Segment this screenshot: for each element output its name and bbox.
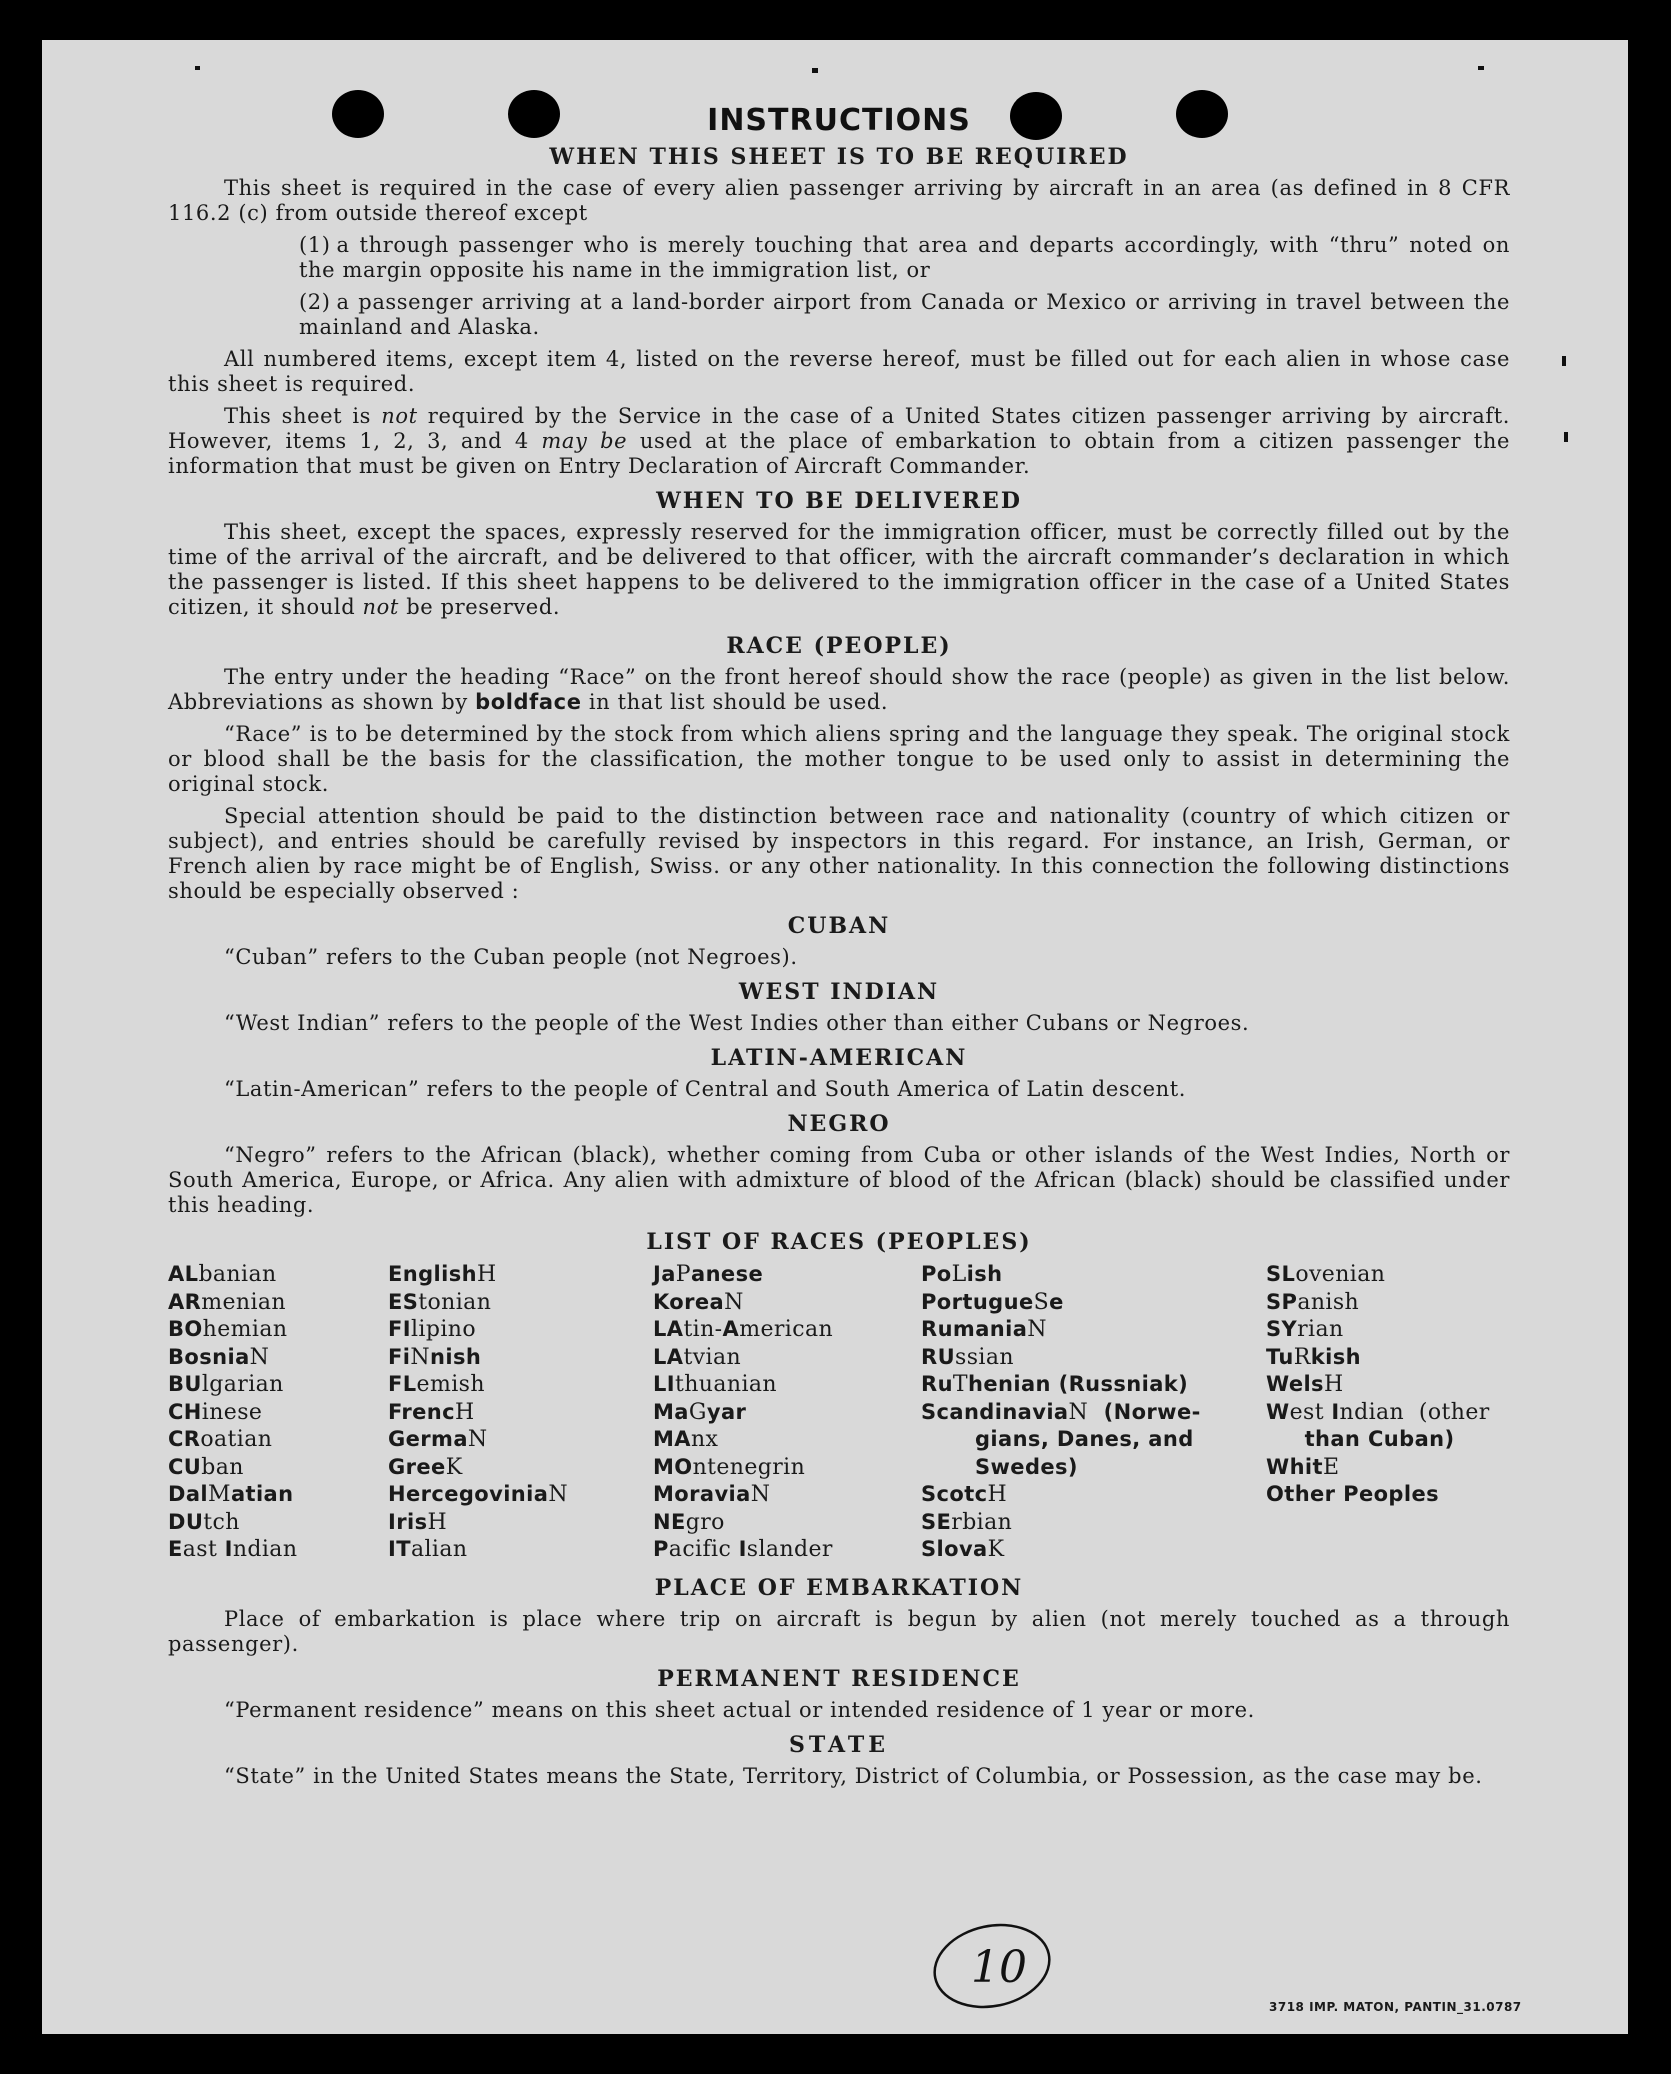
race-entry — [1266, 1316, 1510, 1344]
race-text: tonian — [418, 1289, 492, 1315]
race-entry — [921, 1371, 1266, 1399]
race-text: H — [1323, 1372, 1344, 1397]
race-text: ovenian — [1295, 1262, 1386, 1287]
race-abbrev: BO — [168, 1317, 203, 1341]
race-entry — [921, 1536, 1266, 1564]
race-text: nx — [690, 1427, 719, 1452]
race-text: N — [724, 1289, 744, 1315]
race-text: lgarian — [201, 1372, 284, 1397]
heading-state: STATE — [788, 1731, 890, 1758]
race-abbrev: Swedes) — [921, 1454, 1078, 1479]
race-text: tch — [203, 1509, 240, 1535]
race-entry — [168, 1316, 388, 1344]
boldface-word: boldface — [475, 690, 582, 714]
race-abbrev: henian (Russniak) — [968, 1372, 1189, 1396]
heading-embarkation: PLACE OF EMBARKATION — [654, 1574, 1024, 1601]
race-entry — [653, 1536, 921, 1564]
print-code: 3718 IMP. MATON, PANTIN_31.0787 — [1269, 2000, 1522, 2014]
race-entry — [921, 1289, 1266, 1317]
heading-cuban: CUBAN — [787, 913, 891, 939]
race-column — [1266, 1261, 1510, 1564]
race-abbrev: RU — [921, 1344, 956, 1369]
speck — [1478, 66, 1484, 70]
race-text: banian — [198, 1262, 277, 1287]
race-entry — [168, 1509, 388, 1537]
race-entry — [168, 1371, 388, 1399]
race-entry — [921, 1261, 1266, 1289]
race-abbrev: Rumania — [921, 1317, 1028, 1341]
text-run: in that list should be used. — [581, 690, 889, 714]
race-text: S — [1033, 1289, 1050, 1315]
race-entry — [921, 1399, 1266, 1427]
heading-residence: PERMANENT RESIDENCE — [657, 1665, 1021, 1692]
race-text: E — [1322, 1454, 1340, 1480]
race-entry — [921, 1344, 1266, 1372]
text-run: required by the Service in the case of a United States citizen passenger arriving by aircraft. However, items 1, 2, 3, and 4 — [168, 404, 1511, 453]
race-entry — [1266, 1371, 1510, 1399]
race-text: hemian — [202, 1317, 288, 1342]
paragraph — [168, 665, 1510, 715]
race-abbrev: CR — [168, 1427, 201, 1451]
speck — [1562, 356, 1566, 366]
race-entry — [1266, 1426, 1510, 1454]
race-abbrev: CU — [168, 1454, 202, 1479]
race-text: N — [1027, 1317, 1047, 1342]
race-abbrev: A — [722, 1317, 740, 1341]
race-text: merican — [739, 1317, 834, 1342]
heading-required: WHEN THIS SHEET IS TO BE REQUIRED — [549, 144, 1129, 170]
race-entry — [653, 1261, 921, 1289]
paragraph: “Latin-American” refers to the people of Central and South America of Latin descent. — [224, 1077, 1187, 1101]
race-text: ssian — [955, 1344, 1014, 1370]
race-abbrev: DU — [168, 1509, 204, 1534]
text-run: The entry under the heading “Race” on the front hereof should show the race (people) as given in the list below. Abbreviations as shown by — [168, 665, 1510, 714]
race-abbrev: Iris — [388, 1509, 428, 1534]
race-entry — [168, 1344, 388, 1372]
race-entry — [388, 1426, 653, 1454]
item-number: (1) — [299, 233, 331, 257]
paragraph: “Negro” refers to the African (black), whether coming from Cuba or other islands of the West Indies, North or South America, Europe, or Africa. Any alien with admixture of blood of the African (black) should be classified under this heading. — [168, 1143, 1510, 1217]
race-entry — [388, 1371, 653, 1399]
race-text: K — [987, 1537, 1005, 1562]
heading-race: RACE (PEOPLE) — [726, 633, 952, 659]
race-abbrev: ES — [388, 1289, 419, 1314]
races-list — [168, 1261, 1510, 1564]
handwritten-number: 10 — [971, 1942, 1027, 1993]
race-abbrev: Hercegovinia — [388, 1482, 549, 1506]
race-text: H — [987, 1482, 1008, 1507]
race-abbrev: FL — [388, 1372, 417, 1396]
race-text: ndian (other — [1339, 1399, 1490, 1425]
race-text: emish — [416, 1372, 485, 1397]
race-text: rian — [1297, 1317, 1344, 1342]
paragraph: “West Indian” refers to the people of the West Indies other than either Cubans or Negroes. — [224, 1011, 1250, 1035]
race-abbrev: I — [738, 1537, 747, 1561]
race-text: T — [952, 1372, 968, 1397]
race-entry — [168, 1536, 388, 1564]
race-entry — [653, 1289, 921, 1317]
handwritten-circle — [927, 1920, 1057, 2012]
race-text: tin- — [683, 1317, 723, 1342]
race-entry — [168, 1454, 388, 1482]
race-abbrev: IT — [388, 1537, 411, 1561]
text-run: This sheet is — [224, 404, 382, 428]
race-abbrev: I — [1331, 1399, 1340, 1424]
race-text: tvian — [683, 1344, 742, 1370]
race-abbrev: (Norwe- — [1088, 1399, 1201, 1424]
race-entry — [168, 1426, 388, 1454]
race-entry — [921, 1316, 1266, 1344]
race-abbrev: gians, Danes, and — [921, 1427, 1194, 1451]
race-abbrev: ish — [966, 1262, 1003, 1286]
race-entry — [653, 1509, 921, 1537]
race-abbrev: Dal — [168, 1482, 209, 1506]
race-text: inese — [201, 1399, 263, 1425]
heading-list-of-races: LIST OF RACES (PEOPLES) — [646, 1229, 1032, 1255]
race-abbrev: MO — [653, 1454, 693, 1479]
race-entry — [1266, 1481, 1510, 1509]
race-abbrev: Slova — [921, 1537, 988, 1561]
race-entry — [921, 1481, 1266, 1509]
race-text: oatian — [200, 1427, 273, 1452]
race-abbrev: Frenc — [388, 1399, 455, 1424]
race-entry — [653, 1371, 921, 1399]
race-entry — [1266, 1289, 1510, 1317]
text-run: used at the place of embarkation to obtain from a citizen passenger the information that must be given on Entry Declaration of Aircraft Commander. — [168, 429, 1511, 478]
race-abbrev: FI — [388, 1317, 411, 1341]
paragraph: All numbered items, except item 4, listed on the reverse hereof, must be filled out for each alien in whose case this sheet is required. — [168, 347, 1510, 396]
race-entry — [921, 1454, 1266, 1482]
race-abbrev: SE — [921, 1509, 952, 1534]
race-entry — [653, 1316, 921, 1344]
race-abbrev: atian — [230, 1482, 294, 1506]
race-entry — [168, 1261, 388, 1289]
race-entry — [388, 1316, 653, 1344]
race-entry — [388, 1399, 653, 1427]
race-text: R — [1293, 1344, 1311, 1370]
race-abbrev: Gree — [388, 1454, 446, 1479]
text-run: This sheet, except the spaces, expressly reserved for the immigration officer, must be correctly filled out by the time of the arrival of the aircraft, and be delivered to that officer, with the aircraft commander’s declaration in which the passenger is listed. If this sheet happens to be delivered to the immigration officer in the case of a United States citizen, it should — [168, 520, 1510, 619]
heading-west-indian: WEST INDIAN — [738, 979, 940, 1005]
paragraph: Special attention should be paid to the distinction between race and nationality (country of which citizen or subject), and entries should be carefully revised by inspectors in this regard. For instance, an Irish, German, or French alien by race might be of English, Swiss. or any other nationality. In this connection the following distinctions should be especially observed : — [168, 804, 1510, 903]
race-entry — [653, 1426, 921, 1454]
paragraph: Place of embarkation is place where trip on aircraft is begun by alien (not merely touched as a through passenger). — [168, 1606, 1510, 1656]
race-text: lipino — [410, 1317, 476, 1342]
race-abbrev: nish — [430, 1344, 482, 1369]
race-abbrev: CH — [168, 1399, 202, 1424]
emphasis: not — [362, 595, 399, 619]
race-text: alian — [410, 1537, 468, 1562]
race-entry — [653, 1344, 921, 1372]
race-entry — [168, 1481, 388, 1509]
race-text: H — [455, 1399, 475, 1425]
race-text: K — [445, 1454, 463, 1480]
race-entry — [168, 1399, 388, 1427]
race-entry — [388, 1536, 653, 1564]
race-abbrev: P — [653, 1537, 669, 1561]
speck — [1564, 432, 1568, 442]
item-text: a through passenger who is merely touching that area and departs accordingly, with “thru” noted on the margin opposite his name in the immigration list, or — [299, 233, 1510, 282]
heading-delivered: WHEN TO BE DELIVERED — [656, 488, 1022, 514]
race-abbrev: Tu — [1266, 1344, 1294, 1369]
race-entry — [388, 1261, 653, 1289]
race-entry — [388, 1454, 653, 1482]
race-entry — [1266, 1261, 1510, 1289]
race-abbrev: SY — [1266, 1317, 1298, 1341]
paragraph: “Race” is to be determined by the stock from which aliens spring and the language they speak. The original stock or blood shall be the basis for the classification, the mother tongue to be used only to assist in determining the original stock. — [168, 722, 1510, 796]
emphasis: not — [381, 404, 418, 428]
race-column — [653, 1261, 921, 1564]
race-abbrev: E — [168, 1537, 183, 1561]
race-abbrev: Korea — [653, 1289, 725, 1314]
race-abbrev: Scandinavia — [921, 1399, 1069, 1424]
race-entry — [921, 1509, 1266, 1537]
race-text: anish — [1297, 1289, 1360, 1315]
race-entry — [388, 1509, 653, 1537]
race-abbrev: AL — [168, 1262, 199, 1286]
race-text: M — [208, 1482, 231, 1507]
race-entry — [388, 1289, 653, 1317]
race-text: slander — [746, 1537, 833, 1562]
race-entry — [653, 1481, 921, 1509]
race-entry — [1266, 1399, 1510, 1427]
race-text: H — [476, 1262, 497, 1287]
race-abbrev: Germa — [388, 1427, 468, 1451]
race-abbrev: Po — [921, 1262, 952, 1286]
paragraph — [168, 520, 1510, 620]
race-abbrev: MA — [653, 1427, 691, 1451]
race-entry — [1266, 1344, 1510, 1372]
race-abbrev: Fi — [388, 1344, 411, 1369]
race-abbrev: Moravia — [653, 1482, 751, 1506]
paragraph — [168, 404, 1510, 479]
paragraph: “Cuban” refers to the Cuban people (not Negroes). — [224, 945, 798, 969]
race-abbrev: LA — [653, 1317, 684, 1341]
race-abbrev: e — [1049, 1289, 1064, 1314]
race-text: N — [410, 1344, 430, 1370]
race-text: ast — [182, 1537, 225, 1562]
text-run: be preserved. — [398, 595, 561, 619]
race-text: gro — [685, 1509, 725, 1535]
race-abbrev: Whit — [1266, 1454, 1323, 1479]
race-entry — [388, 1344, 653, 1372]
race-abbrev: LA — [653, 1344, 684, 1369]
race-abbrev: Ru — [921, 1372, 953, 1396]
race-text: N — [750, 1482, 771, 1507]
race-entry — [388, 1481, 653, 1509]
heading-negro: NEGRO — [787, 1111, 891, 1137]
race-text: N — [1068, 1399, 1089, 1425]
race-abbrev: Wels — [1266, 1372, 1324, 1396]
paragraph: This sheet is required in the case of every alien passenger arriving by aircraft in an area (as defined in 8 CFR 116.2 (c) from outside thereof except — [168, 176, 1510, 225]
race-abbrev: LI — [653, 1372, 675, 1396]
race-abbrev: kish — [1310, 1344, 1361, 1369]
race-text: rbian — [951, 1509, 1013, 1535]
race-entry — [653, 1399, 921, 1427]
heading-latin-american: LATIN-AMERICAN — [710, 1045, 968, 1071]
paragraph: “Permanent residence” means on this sheet actual or intended residence of 1 year or more. — [224, 1697, 1255, 1722]
speck — [195, 66, 200, 70]
race-text: ban — [201, 1454, 244, 1480]
race-abbrev: than Cuban) — [1266, 1427, 1455, 1451]
emphasis: may be — [541, 429, 628, 453]
race-entry — [653, 1454, 921, 1482]
race-abbrev: Scotc — [921, 1482, 988, 1506]
race-text: acific — [668, 1537, 739, 1562]
race-abbrev: Bosnia — [168, 1344, 250, 1369]
race-entry — [921, 1426, 1266, 1454]
race-abbrev: I — [224, 1537, 233, 1561]
race-text: G — [688, 1399, 707, 1425]
race-text: thuanian — [675, 1372, 777, 1397]
race-text: ntenegrin — [692, 1454, 806, 1480]
race-entry — [1266, 1454, 1510, 1482]
race-text: L — [951, 1262, 967, 1287]
race-text: P — [675, 1262, 691, 1287]
race-abbrev: Ma — [653, 1399, 689, 1424]
race-abbrev: SP — [1266, 1289, 1298, 1314]
instructions-content — [168, 103, 1511, 1796]
race-abbrev: SL — [1266, 1262, 1296, 1286]
list-item — [299, 290, 1510, 340]
document-sheet — [42, 40, 1628, 2034]
race-text: H — [427, 1509, 448, 1535]
list-item — [299, 233, 1510, 283]
page-title: INSTRUCTIONS — [707, 103, 971, 138]
race-column — [388, 1261, 653, 1564]
race-text: N — [548, 1482, 568, 1507]
speck — [812, 68, 818, 73]
race-abbrev: Ja — [653, 1262, 676, 1286]
race-abbrev: anese — [691, 1262, 764, 1286]
item-text: a passenger arriving at a land-border airport from Canada or Mexico or arriving in travel between the mainland and Alaska. — [299, 290, 1510, 339]
race-text: est — [1289, 1399, 1332, 1425]
race-abbrev: yar — [706, 1399, 747, 1424]
race-text: N — [249, 1344, 270, 1370]
race-abbrev: BU — [168, 1372, 202, 1396]
paragraph: “State” in the United States means the State, Territory, District of Columbia, or Possession, as the case may be. — [224, 1763, 1483, 1788]
race-abbrev: AR — [168, 1289, 202, 1314]
item-number: (2) — [299, 290, 331, 314]
race-text: menian — [201, 1289, 287, 1315]
race-abbrev: W — [1266, 1399, 1290, 1424]
race-abbrev: Portugue — [921, 1289, 1034, 1314]
race-abbrev: Other Peoples — [1266, 1482, 1439, 1506]
race-column — [168, 1261, 388, 1564]
race-entry — [168, 1289, 388, 1317]
race-abbrev: NE — [653, 1509, 686, 1534]
race-text: ndian — [232, 1537, 298, 1562]
race-text: N — [467, 1427, 488, 1452]
race-abbrev: English — [388, 1262, 477, 1286]
race-column — [921, 1261, 1266, 1564]
